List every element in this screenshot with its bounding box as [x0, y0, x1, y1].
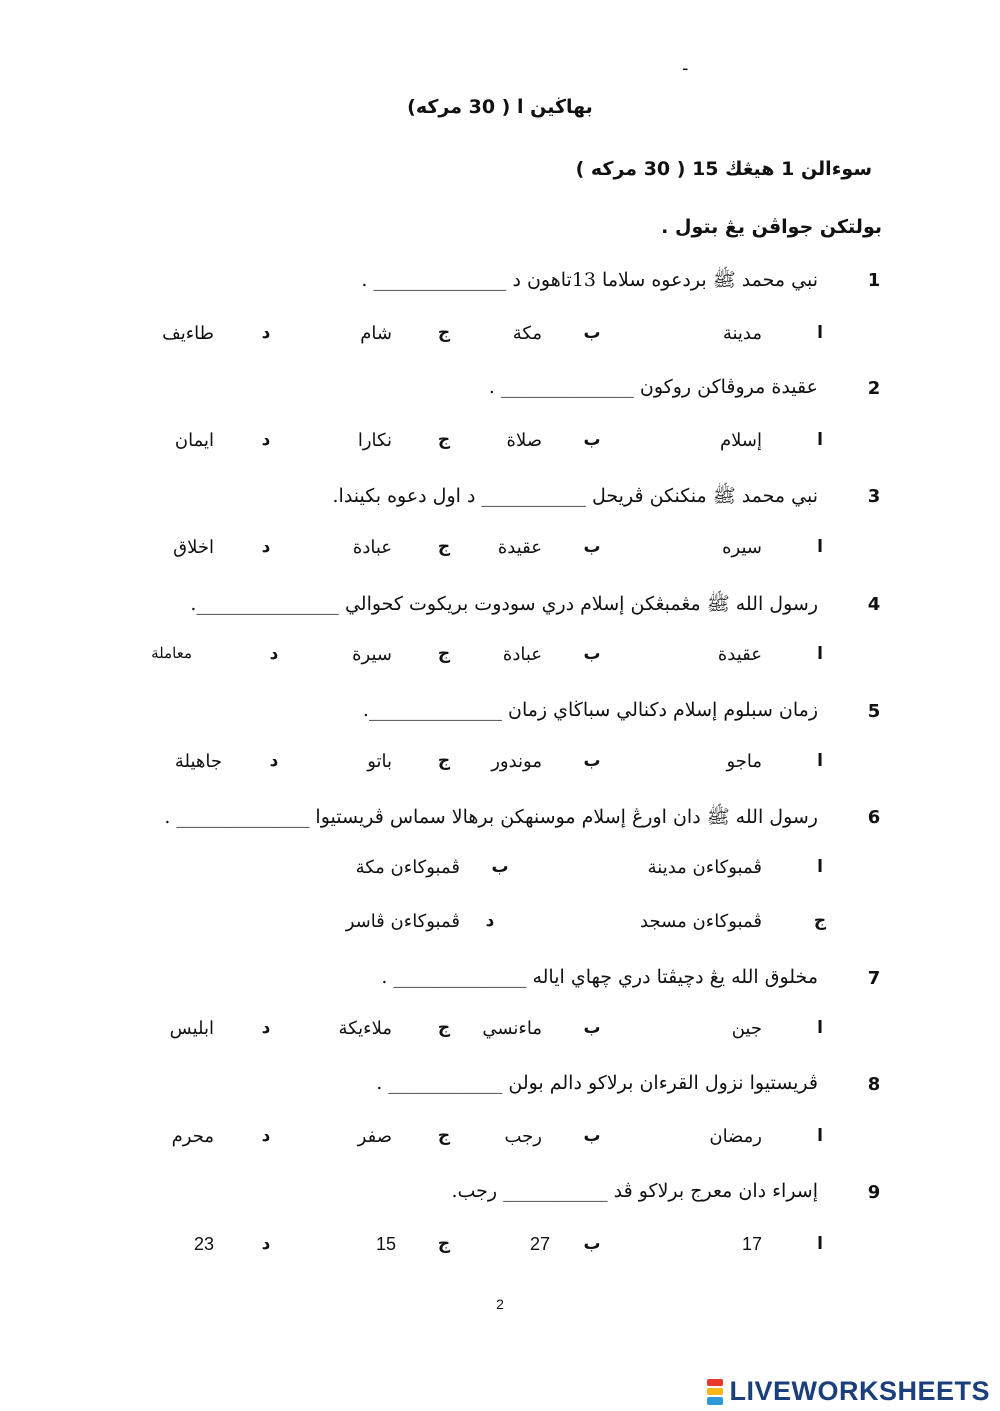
option-label: ب — [583, 537, 601, 557]
option-label: د — [261, 1126, 271, 1146]
option-label: د — [261, 1234, 271, 1254]
question-text: ڤريستيوا نزول القرءان برلاکو دالم بولن ____________ . — [376, 1072, 818, 1094]
option-value[interactable]: رجب — [504, 1126, 542, 1147]
option-value[interactable]: طاءيف — [162, 323, 214, 344]
options-row — [0, 857, 1000, 887]
option-value[interactable]: عبادة — [502, 644, 542, 665]
question-number: 6 — [867, 807, 881, 828]
option-value[interactable]: مكة — [512, 323, 542, 344]
option-label: ج — [437, 1126, 451, 1146]
option-label: ا — [817, 430, 823, 450]
section-title: بهاڬين ا ( 30 مرکه) — [407, 96, 593, 118]
options-row — [0, 911, 1000, 941]
option-value[interactable]: 27 — [529, 1234, 550, 1254]
option-label: ج — [437, 537, 451, 557]
option-label: ب — [583, 430, 601, 450]
option-label: ج — [437, 751, 451, 771]
question-number: 2 — [867, 378, 881, 399]
options-row — [0, 323, 1000, 353]
question-text: زمان سبلوم إسلام دکنالي سباڬاي زمان ______________. — [362, 699, 818, 721]
brand-logo — [707, 1376, 990, 1407]
question-text: مخلوق الله يڠ دچيڤتا دري چهاي اياله ______________ . — [381, 966, 818, 988]
question-text: رسول الله ﷺ مڠمبڠکن إسلام دري سودوت بريکوت کحوالي _______________. — [190, 593, 818, 615]
options-row — [0, 537, 1000, 567]
question-text: رسول الله ﷺ دان اورڠ إسلام موسنهکن برهالا سماس ڤريستيوا ______________ . — [164, 806, 818, 828]
question-number: 5 — [867, 701, 881, 722]
question-text: إسراء دان معرج برلاکو ڤد ___________ رجب. — [451, 1180, 818, 1202]
option-label: ب — [491, 857, 509, 877]
brand-name: LIVEWORKSHEETS — [729, 1376, 990, 1406]
option-label: ا — [817, 1126, 823, 1146]
option-value[interactable]: صلاة — [506, 430, 542, 451]
options-row — [0, 430, 1000, 460]
option-value[interactable]: ڤمبوکاءن ڤاسر — [345, 911, 460, 932]
option-label: ا — [817, 644, 823, 664]
option-label: ج — [813, 911, 827, 931]
question-number: 1 — [867, 270, 881, 291]
question-header: سوءالن 1 هيڠڬ 15 ( 30 مرکه ) — [575, 158, 872, 180]
option-value[interactable]: سيرة — [352, 644, 392, 665]
options-row — [0, 1234, 1000, 1264]
question-number: 9 — [867, 1182, 881, 1203]
question-text: نبي محمد ﷺ بردعوه سلاما 13تاهون د ______________ . — [361, 269, 818, 291]
instruction: بولتکن جواڤن يڠ بتول . — [661, 216, 882, 238]
option-value[interactable]: اخلاق — [173, 537, 214, 558]
option-value[interactable]: محرم — [171, 1126, 214, 1147]
question-text: عقيدة مروڤاكن روكون ______________ . — [488, 376, 818, 398]
option-value[interactable]: جاهيلة — [174, 751, 222, 772]
option-value[interactable]: نکارا — [357, 430, 392, 451]
option-value[interactable]: عقيدة — [497, 537, 542, 558]
option-value[interactable]: ڤمبوکاءن مسجد — [640, 911, 762, 932]
option-value[interactable]: ماءنسي — [482, 1018, 542, 1039]
option-label: ا — [817, 751, 823, 771]
option-label: د — [261, 323, 271, 343]
option-label: ب — [583, 1234, 601, 1254]
option-label: ب — [583, 323, 601, 343]
option-value[interactable]: مدينة — [722, 323, 762, 344]
option-value[interactable]: ايمان — [174, 430, 214, 451]
option-label: ب — [583, 1126, 601, 1146]
option-value[interactable]: ڤمبوکاءن مدينة — [647, 857, 762, 878]
option-value[interactable]: إسلام — [720, 430, 762, 451]
option-value[interactable]: ڤمبوکاءن مكة — [355, 857, 460, 878]
option-label: د — [269, 644, 279, 664]
option-value[interactable]: ابليس — [169, 1018, 214, 1039]
option-label: د — [261, 537, 271, 557]
option-value[interactable]: باتو — [367, 751, 392, 772]
option-value[interactable]: عبادة — [352, 537, 392, 558]
question-number: 4 — [867, 594, 881, 615]
option-value[interactable]: جين — [731, 1018, 762, 1039]
option-label: د — [261, 1018, 271, 1038]
option-label: ا — [817, 537, 823, 557]
option-label: ج — [437, 430, 451, 450]
options-row — [0, 644, 1000, 674]
option-value[interactable]: شام — [360, 323, 392, 344]
option-label: ج — [437, 644, 451, 664]
option-label: ب — [583, 1018, 601, 1038]
option-label: د — [485, 911, 495, 931]
option-label: د — [269, 751, 279, 771]
option-label: ب — [583, 751, 601, 771]
option-label: ج — [437, 323, 451, 343]
option-value[interactable]: عقيدة — [717, 644, 762, 665]
option-value[interactable]: رمضان — [709, 1126, 762, 1147]
option-label: ا — [817, 1018, 823, 1038]
option-label: ج — [437, 1018, 451, 1038]
option-value[interactable]: 17 — [741, 1234, 762, 1254]
option-label: د — [261, 430, 271, 450]
option-label: ا — [817, 1234, 823, 1254]
options-row — [0, 751, 1000, 781]
option-label: ا — [817, 323, 823, 343]
question-text: نبي محمد ﷺ منکنکن ڤريحل ___________ د اول دعوه بکيندا. — [332, 485, 818, 507]
brand-mark-icon — [707, 1379, 723, 1405]
page-number: 2 — [496, 1296, 504, 1312]
option-value[interactable]: صفر — [357, 1126, 392, 1147]
option-value[interactable]: سيره — [722, 537, 762, 558]
option-label: ج — [437, 1234, 451, 1254]
option-label: ا — [817, 857, 823, 877]
options-row — [0, 1018, 1000, 1048]
question-number: 3 — [867, 486, 881, 507]
option-label: ب — [583, 644, 601, 664]
option-value[interactable]: معاملة — [151, 644, 192, 662]
option-value[interactable]: 23 — [193, 1234, 214, 1254]
option-value[interactable]: ماجو — [726, 751, 762, 772]
option-value[interactable]: موندور — [491, 751, 542, 772]
option-value[interactable]: ملاءيکة — [338, 1018, 392, 1039]
question-number: 7 — [867, 968, 881, 989]
option-value[interactable]: 15 — [375, 1234, 396, 1254]
top-mark: - — [682, 58, 689, 79]
question-number: 8 — [867, 1074, 881, 1095]
options-row — [0, 1126, 1000, 1156]
